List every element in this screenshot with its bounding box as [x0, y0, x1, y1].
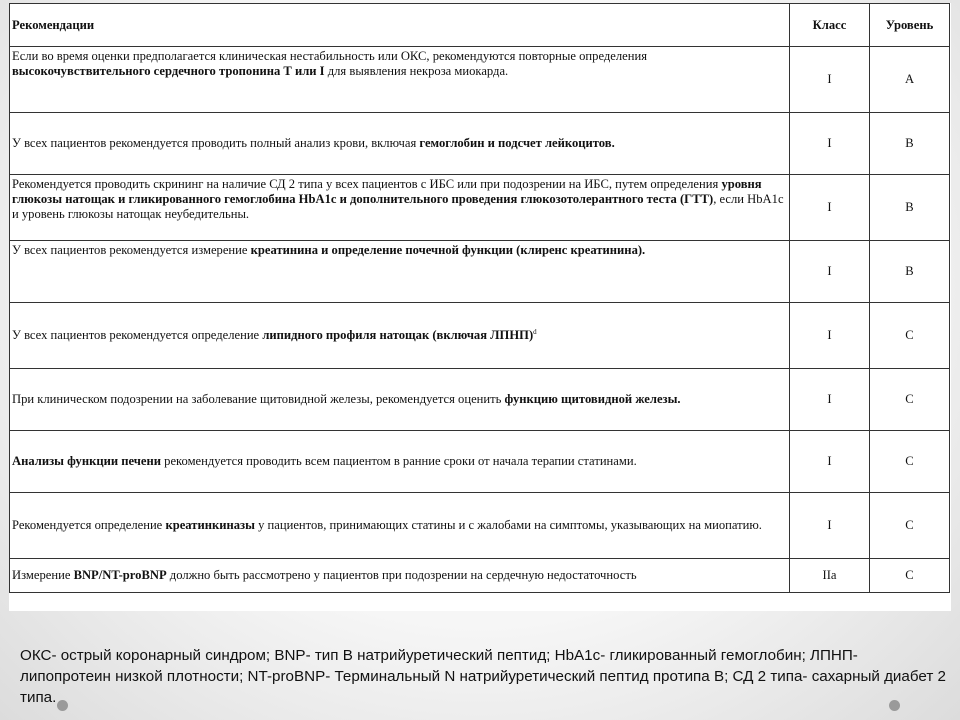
- recommendation-text: У всех пациентов рекомендуется проводить полный анализ крови, включая: [12, 136, 420, 150]
- recommendation-cell: [10, 493, 790, 559]
- recommendation-cell: [10, 559, 790, 593]
- recommendation-cell: [10, 369, 790, 431]
- table-row: [10, 369, 950, 431]
- recommendation-text: для выявления некроза миокарда.: [324, 64, 509, 78]
- class-cell: I: [790, 47, 870, 113]
- table-row: [10, 47, 950, 113]
- table-row: [10, 241, 950, 303]
- slide-dot-left: [57, 700, 68, 711]
- recommendation-cell: [10, 175, 790, 241]
- recommendation-bold-text: высокочувствительного сердечного тропонина Т или I: [12, 64, 325, 78]
- table-row: [10, 303, 950, 369]
- level-cell: A: [870, 47, 950, 113]
- table-row: [10, 559, 950, 593]
- class-cell: I: [790, 113, 870, 175]
- level-cell: B: [870, 113, 950, 175]
- recommendation-bold-text: креатинина и определение почечной функции (клиренс креатинина).: [250, 243, 646, 257]
- recommendation-text: У всех пациентов рекомендуется измерение: [12, 243, 251, 257]
- class-cell: IIa: [790, 559, 870, 593]
- recommendation-bold-text: липидного профиля натощак (включая ЛПНП): [262, 328, 534, 342]
- level-cell: C: [870, 493, 950, 559]
- recommendation-bold-text: уровня глюкозы натощак и гликированного гемоглобина HbA1c и дополнительного проведения глюкозотолерантного теста (ГТТ): [12, 177, 762, 206]
- recommendation-text: рекомендуется проводить всем пациентом в ранние сроки от начала терапии статинами.: [161, 454, 637, 468]
- class-cell: I: [790, 175, 870, 241]
- table-body: [10, 47, 950, 593]
- recommendation-cell: [10, 303, 790, 369]
- recommendation-bold-text: функцию щитовидной железы.: [504, 392, 681, 406]
- recommendation-cell: [10, 113, 790, 175]
- header-level: Уровень: [870, 4, 950, 47]
- recommendation-bold-text: креатинкиназы: [165, 518, 255, 532]
- table-row: [10, 113, 950, 175]
- class-cell: I: [790, 431, 870, 493]
- slide-dot-right: [889, 700, 900, 711]
- abbreviations-footnote: ОКС- острый коронарный синдром; BNP- тип В натрийуретический пептид; HbA1c- гликированный гемоглобин; ЛПНП- липопротеин низкой плотности; NT-proBNP- Терминальный N натрийуретический пептид протипа В; СД 2 типа- сахарный диабет 2 типа.: [20, 647, 946, 706]
- recommendations-table: [9, 3, 950, 593]
- recommendation-cell: [10, 241, 790, 303]
- recommendation-cell: [10, 431, 790, 493]
- recommendation-bold-text: Анализы функции печени: [12, 454, 161, 468]
- table-row: [10, 493, 950, 559]
- recommendation-cell: [10, 47, 790, 113]
- document-sheet: [9, 3, 951, 611]
- recommendation-text: Измерение: [12, 568, 74, 582]
- header-recommendations: Рекомендации: [10, 4, 790, 47]
- recommendation-text: При клиническом подозрении на заболевание щитовидной железы, рекомендуется оценить: [12, 392, 505, 406]
- level-cell: B: [870, 241, 950, 303]
- recommendation-text: Рекомендуется проводить скрининг на наличие СД 2 типа у всех пациентов с ИБС или при подозрении на ИБС, путем определения: [12, 177, 722, 191]
- class-cell: I: [790, 493, 870, 559]
- recommendation-text: должно быть рассмотрено у пациентов при подозрении на сердечную недостаточность: [166, 568, 637, 582]
- class-cell: I: [790, 303, 870, 369]
- level-cell: C: [870, 559, 950, 593]
- footnote-marker: d: [533, 327, 537, 336]
- recommendation-bold-text: гемоглобин и подсчет лейкоцитов.: [419, 136, 615, 150]
- recommendation-text: Если во время оценки предполагается клиническая нестабильность или ОКС, рекомендуются повторные определения: [12, 49, 648, 63]
- class-cell: I: [790, 369, 870, 431]
- recommendation-text: У всех пациентов рекомендуется определение: [12, 328, 263, 342]
- recommendation-bold-text: BNP/NT-proBNP: [73, 568, 167, 582]
- table-row: [10, 175, 950, 241]
- level-cell: C: [870, 369, 950, 431]
- recommendation-text: у пациентов, принимающих статины и с жалобами на симптомы, указывающих на миопатию.: [254, 518, 762, 532]
- header-class: Класс: [790, 4, 870, 47]
- table-row: [10, 431, 950, 493]
- recommendation-text: Рекомендуется определение: [12, 518, 166, 532]
- level-cell: C: [870, 431, 950, 493]
- class-cell: I: [790, 241, 870, 303]
- level-cell: B: [870, 175, 950, 241]
- level-cell: C: [870, 303, 950, 369]
- table-header-row: [10, 4, 950, 47]
- recommendation-text: , если HbA1c и уровень глюкозы натощак неубедительны.: [12, 192, 784, 221]
